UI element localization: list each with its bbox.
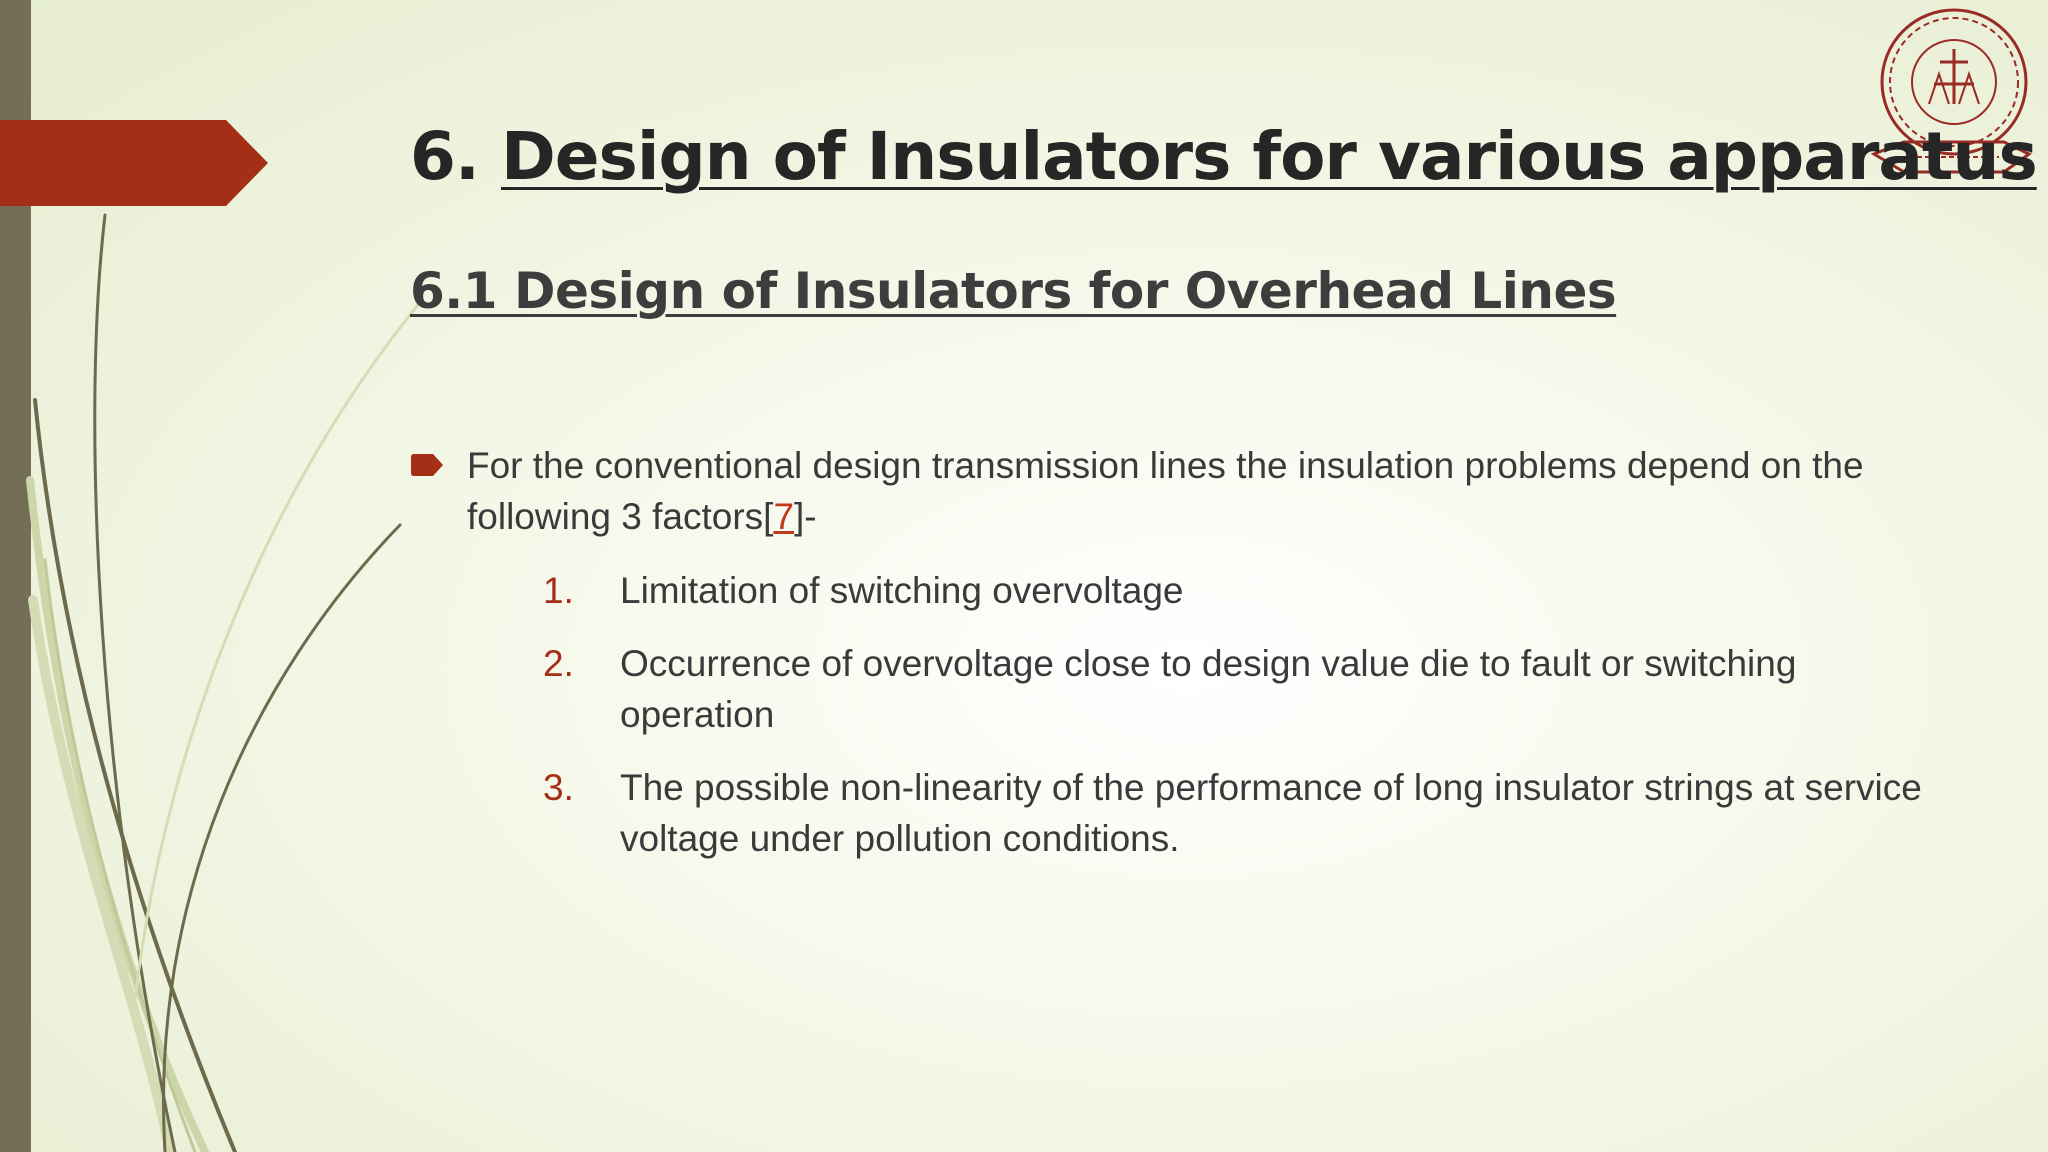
bullet-text: For the conventional design transmission lines the insulation problems depend on the following 3 factors[ [467,445,1864,537]
bullet-text-suffix: ]- [794,496,817,537]
list-item-number: 1. [543,570,574,611]
title-number: 6. [410,118,479,195]
arrow-bullet-icon [411,454,443,476]
list-item-text: The possible non-linearity of the performance of long insulator strings at service voltage under pollution conditions. [620,767,1922,859]
bullet-paragraph [467,440,1867,542]
slide-subtitle: 6.1 Design of Insulators for Overhead Lines [410,262,1617,320]
red-tab-marker [0,120,270,206]
title-text: Design of Insulators for various apparatus [500,118,2037,195]
list-item-number: 2. [543,643,574,684]
reference-link[interactable]: 7 [773,496,795,537]
slide-title [410,118,2037,195]
list-item-number: 3. [543,767,574,808]
list-item-text: Limitation of switching overvoltage [620,570,1184,611]
list-item-text: Occurrence of overvoltage close to design value die to fault or switching operation [620,643,1797,735]
